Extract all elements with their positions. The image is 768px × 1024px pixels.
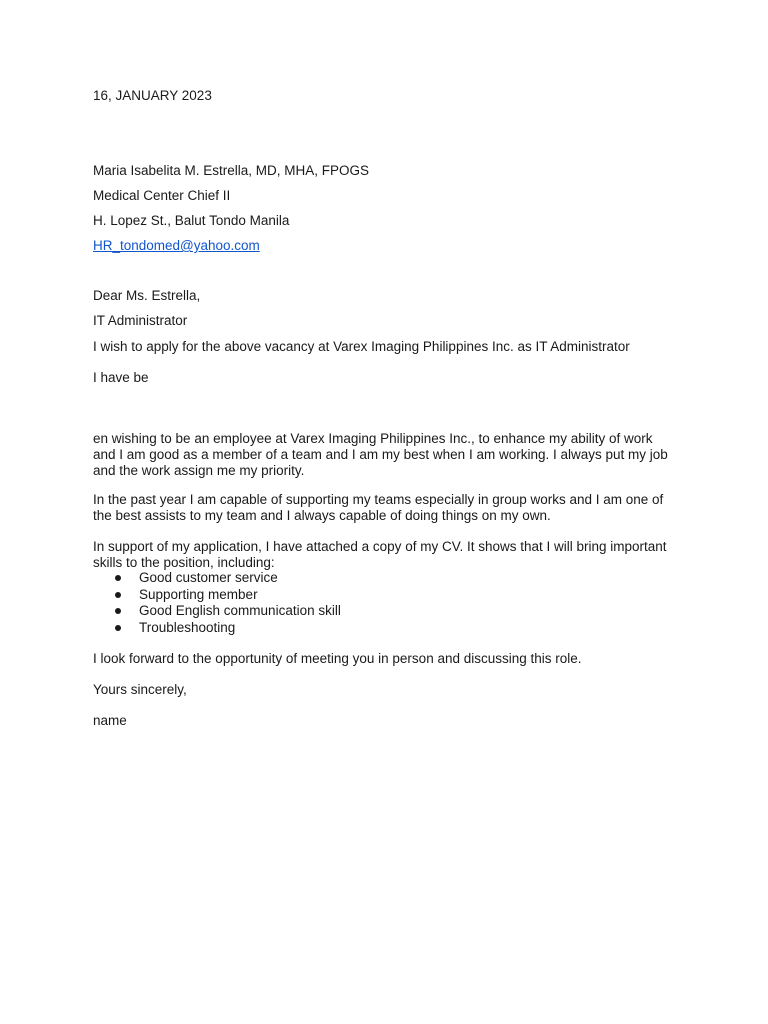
list-item (93, 620, 341, 637)
fragment-line: I have be (93, 370, 149, 385)
recipient-name: Maria Isabelita M. Estrella, MD, MHA, FPOGS (93, 163, 370, 178)
bullet-icon (115, 592, 121, 598)
paragraph-support: In support of my application, I have attached a copy of my CV. It shows that I will bring important skills to the position, including: (93, 539, 667, 570)
list-item (93, 603, 341, 620)
list-item (93, 587, 341, 604)
skill-text: Good customer service (139, 570, 278, 585)
skill-text: Good English communication skill (139, 603, 341, 618)
subject-line: IT Administrator (93, 313, 188, 328)
closing-line: I look forward to the opportunity of meeting you in person and discussing this role. (93, 651, 582, 666)
list-item (93, 570, 341, 587)
paragraph-experience: In the past year I am capable of supporting my teams especially in group works and I am one of the best assists to my team and I always capable of doing things on my own. (93, 492, 664, 523)
paragraph-motivation: en wishing to be an employee at Varex Imaging Philippines Inc., to enhance my ability of work and I am good as a member of a team and I am my best when I am working. I always put my job and the work assign me my priority. (93, 431, 668, 478)
bullet-icon (115, 575, 121, 581)
skill-text: Supporting member (139, 586, 258, 602)
recipient-address: H. Lopez St., Balut Tondo Manila (93, 213, 290, 228)
recipient-title: Medical Center Chief II (93, 188, 231, 203)
bullet-icon (115, 608, 121, 614)
salutation: Dear Ms. Estrella, (93, 288, 201, 303)
bullet-icon (115, 625, 121, 631)
recipient-email-link[interactable]: HR_tondomed@yahoo.com (93, 238, 260, 253)
signature-name: name (93, 713, 127, 728)
skills-list (93, 570, 341, 636)
intro-line: I wish to apply for the above vacancy at Varex Imaging Philippines Inc. as IT Administrator (93, 339, 630, 354)
signoff: Yours sincerely, (93, 682, 187, 697)
skill-text: Troubleshooting (139, 619, 236, 635)
letter-date: 16, JANUARY 2023 (93, 88, 212, 103)
